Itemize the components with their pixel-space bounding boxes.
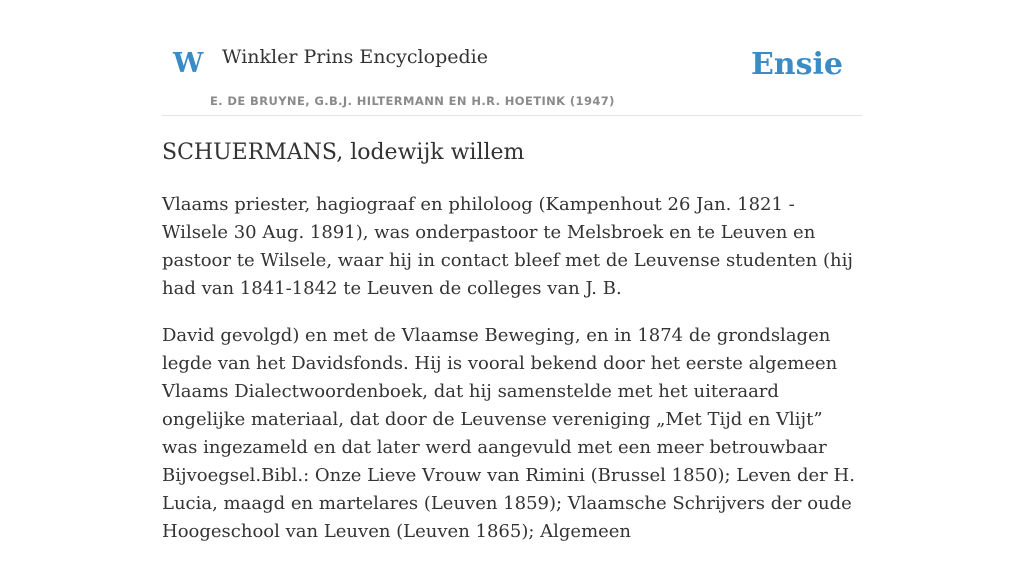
header — [162, 36, 862, 116]
article-paragraph: David gevolgd) en met de Vlaamse Beweging, en in 1874 de grondslagen legde van het Davidsfonds. Hij is vooral bekend door het eerste algemeen Vlaams Dialectwoordenboek, dat hij samenstelde met het uiteraard ongelijke materiaal, dat door de Leuvense vereniging „Met Tijd en Vlijt” was ingezameld en dat later werd aangevuld met een meer betrouwbaar Bijvoegsel.Bibl.: Onze Lieve Vrouw van Rimini (Brussel 1850); Leven der H. Lucia, maagd en martelares (Leuven 1859); Vlaamsche Schrijvers der oude Hoogeschool van Leuven (Leuven 1865); Algemeen — [162, 324, 855, 542]
article-paragraph: Vlaams priester, hagiograaf en philoloog (Kampenhout 26 Jan. 1821 - Wilsele 30 Aug. 1891), was onderpastoor te Melsbroek en te Leuven en pastoor te Wilsele, waar hij in contact bleef met de Leuvense studenten (hij had van 1841-1842 te Leuven de colleges van J. B. — [162, 193, 853, 299]
article — [162, 138, 862, 565]
publication-logo[interactable]: W — [173, 48, 204, 79]
publication-title[interactable]: Winkler Prins Encyclopedie — [222, 46, 488, 68]
publication-authors: E. DE BRUYNE, G.B.J. HILTERMANN EN H.R. HOETINK (1947) — [210, 94, 615, 108]
brand-logo[interactable]: Ensie — [750, 47, 843, 82]
article-title: SCHUERMANS, lodewijk willem — [162, 140, 525, 165]
